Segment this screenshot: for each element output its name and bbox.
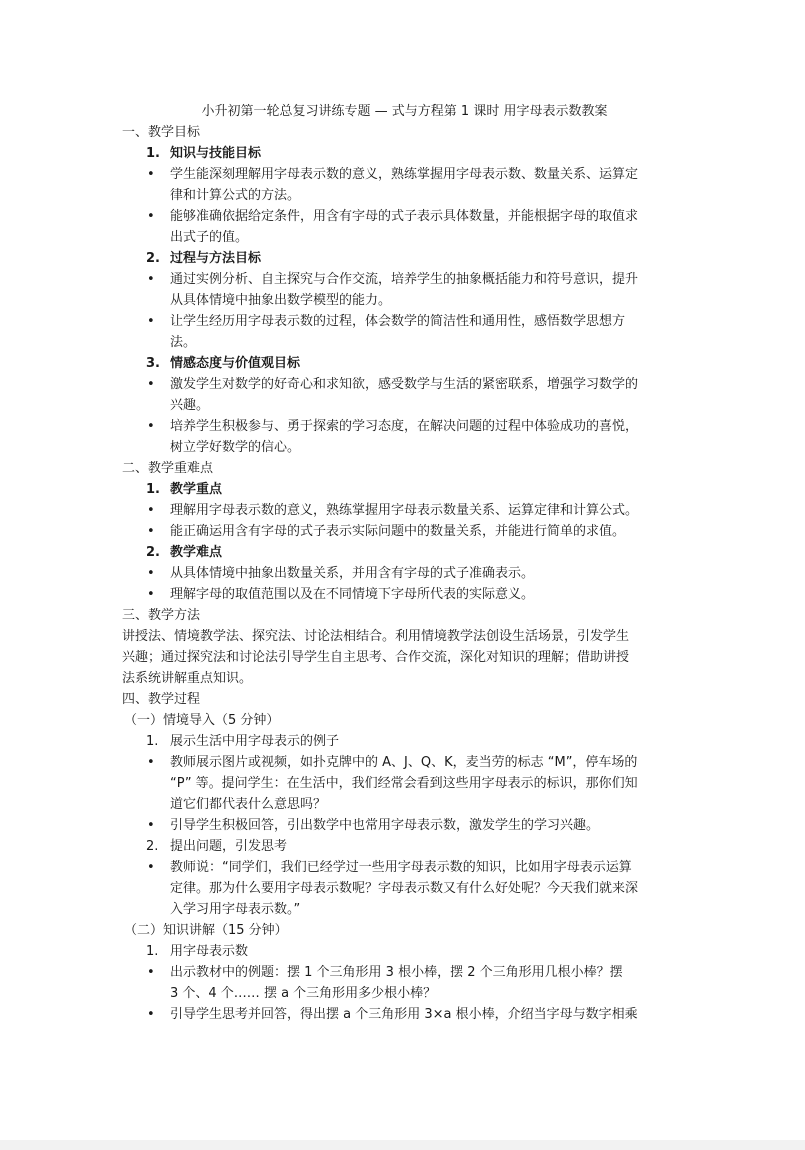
goal-1-heading bbox=[122, 143, 687, 164]
methods-paragraph bbox=[122, 626, 687, 689]
text-line: 3 个、4 个…… 摆 a 个三角形用多少根小棒？ bbox=[170, 986, 437, 1001]
section-4-heading: 四、教学过程 bbox=[122, 692, 201, 707]
difficulty-heading bbox=[122, 542, 687, 563]
bullet-icon: • bbox=[147, 587, 155, 602]
text-line: 引导学生思考并回答，得出摆 a 个三角形用 3×a 根小棒，介绍当字母与数字相乘 bbox=[170, 1007, 638, 1022]
list-item bbox=[122, 752, 687, 815]
text-line: 理解字母的取值范围以及在不同情境下字母所代表的实际意义。 bbox=[170, 587, 535, 602]
text-line: 引导学生积极回答，引出数学中也常用字母表示数，激发学生的学习兴趣。 bbox=[170, 818, 600, 833]
bullet-icon: • bbox=[147, 755, 155, 770]
text-line: 定律。那为什么要用字母表示数呢？字母表示数又有什么好处呢？今天我们就来深 bbox=[170, 881, 639, 896]
section-3-heading: 三、教学方法 bbox=[122, 608, 201, 623]
goal-1-label: 知识与技能目标 bbox=[170, 146, 262, 161]
text-line: 法。 bbox=[170, 335, 197, 350]
list-item bbox=[122, 857, 687, 920]
step-heading bbox=[122, 836, 687, 857]
text-line: 通过实例分析、自主探究与合作交流，培养学生的抽象概括能力和符号意识，提升 bbox=[170, 272, 639, 287]
text-line: 教师说：“同学们，我们已经学过一些用字母表示数的知识，比如用字母表示运算 bbox=[170, 860, 632, 875]
bullet-icon: • bbox=[147, 965, 155, 980]
step-label: 展示生活中用字母表示的例子 bbox=[170, 734, 340, 749]
key-point-heading bbox=[122, 479, 687, 500]
bullet-icon: • bbox=[147, 377, 155, 392]
step-label: 提出问题，引发思考 bbox=[170, 839, 288, 854]
text-line: 律和计算公式的方法。 bbox=[170, 188, 301, 203]
text-line: 激发学生对数学的好奇心和求知欲，感受数学与生活的紧密联系，增强学习数学的 bbox=[170, 377, 639, 392]
list-item bbox=[122, 563, 687, 584]
bullet-icon: • bbox=[147, 860, 155, 875]
bullet-icon: • bbox=[147, 566, 155, 581]
text-line: 培养学生积极参与、勇于探索的学习态度，在解决问题的过程中体验成功的喜悦， bbox=[170, 419, 639, 434]
list-item bbox=[122, 311, 687, 353]
list-item bbox=[122, 500, 687, 521]
section-1-heading: 一、教学目标 bbox=[122, 125, 201, 140]
text-line: 出式子的值。 bbox=[170, 230, 249, 245]
goal-3-number: 3. bbox=[146, 356, 160, 371]
goal-3-label: 情感态度与价值观目标 bbox=[170, 356, 301, 371]
list-item bbox=[122, 416, 687, 458]
list-item bbox=[122, 521, 687, 542]
goal-2-heading bbox=[122, 248, 687, 269]
bullet-icon: • bbox=[147, 1007, 155, 1022]
goal-1-number: 1. bbox=[146, 146, 160, 161]
bullet-icon: • bbox=[147, 209, 155, 224]
bullet-icon: • bbox=[147, 503, 155, 518]
list-item bbox=[122, 815, 687, 836]
document-title: 小升初第一轮总复习讲练专题 — 式与方程第 1 课时 用字母表示数教案 bbox=[201, 104, 608, 119]
phase-2-heading: （二）知识讲解（15 分钟） bbox=[124, 923, 288, 938]
text-line: 从具体情境中抽象出数学模型的能力。 bbox=[170, 293, 392, 308]
text-line: 理解用字母表示数的意义，熟练掌握用字母表示数量关系、运算定律和计算公式。 bbox=[170, 503, 639, 518]
list-item bbox=[122, 962, 687, 1004]
section-2-heading: 二、教学重难点 bbox=[122, 461, 214, 476]
document-content bbox=[122, 101, 687, 1025]
step-number: 1. bbox=[146, 734, 159, 749]
goal-2-number: 2. bbox=[146, 251, 160, 266]
goal-3-heading bbox=[122, 353, 687, 374]
difficulty-label: 教学难点 bbox=[170, 545, 223, 560]
key-point-label: 教学重点 bbox=[170, 482, 223, 497]
text-line: 兴趣。 bbox=[170, 398, 210, 413]
goal-2-label: 过程与方法目标 bbox=[170, 251, 262, 266]
step-number: 1. bbox=[146, 944, 159, 959]
bullet-icon: • bbox=[147, 524, 155, 539]
text-line: 入学习用字母表示数。” bbox=[170, 902, 301, 917]
list-item bbox=[122, 269, 687, 311]
list-item bbox=[122, 584, 687, 605]
text-line: 学生能深刻理解用字母表示数的意义，熟练掌握用字母表示数、数量关系、运算定 bbox=[170, 167, 639, 182]
bullet-icon: • bbox=[147, 314, 155, 329]
difficulty-number: 2. bbox=[146, 545, 160, 560]
text-line: 树立学好数学的信心。 bbox=[170, 440, 301, 455]
bullet-icon: • bbox=[147, 419, 155, 434]
step-number: 2. bbox=[146, 839, 159, 854]
text-line: 法系统讲解重点知识。 bbox=[122, 671, 253, 686]
text-line: 能够准确依据给定条件，用含有字母的式子表示具体数量，并能根据字母的取值求 bbox=[170, 209, 639, 224]
list-item bbox=[122, 374, 687, 416]
text-line: 出示教材中的例题：摆 1 个三角形用 3 根小棒，摆 2 个三角形用几根小棒？摆 bbox=[170, 965, 623, 980]
text-line: 讲授法、情境教学法、探究法、讨论法相结合。利用情境教学法创设生活场景，引发学生 bbox=[122, 629, 630, 644]
step-heading bbox=[122, 941, 687, 962]
step-label: 用字母表示数 bbox=[170, 944, 249, 959]
text-line: 道它们都代表什么意思吗？ bbox=[170, 797, 327, 812]
key-point-number: 1. bbox=[146, 482, 160, 497]
text-line: “P” 等。提问学生：在生活中，我们经常会看到这些用字母表示的标识，那你们知 bbox=[170, 776, 638, 791]
step-heading bbox=[122, 731, 687, 752]
text-line: 让学生经历用字母表示数的过程，体会数学的简洁性和通用性，感悟数学思想方 bbox=[170, 314, 626, 329]
bullet-icon: • bbox=[147, 272, 155, 287]
text-line: 能正确运用含有字母的式子表示实际问题中的数量关系，并能进行简单的求值。 bbox=[170, 524, 626, 539]
bullet-icon: • bbox=[147, 167, 155, 182]
text-line: 教师展示图片或视频，如扑克牌中的 A、J、Q、K，麦当劳的标志 “M”，停车场的 bbox=[170, 755, 638, 770]
list-item bbox=[122, 1004, 687, 1025]
list-item bbox=[122, 206, 687, 248]
bullet-icon: • bbox=[147, 818, 155, 833]
text-line: 兴趣；通过探究法和讨论法引导学生自主思考、合作交流，深化对知识的理解；借助讲授 bbox=[122, 650, 630, 665]
phase-1-heading: （一）情境导入（5 分钟） bbox=[124, 713, 280, 728]
text-line: 从具体情境中抽象出数量关系，并用含有字母的式子准确表示。 bbox=[170, 566, 535, 581]
list-item bbox=[122, 164, 687, 206]
